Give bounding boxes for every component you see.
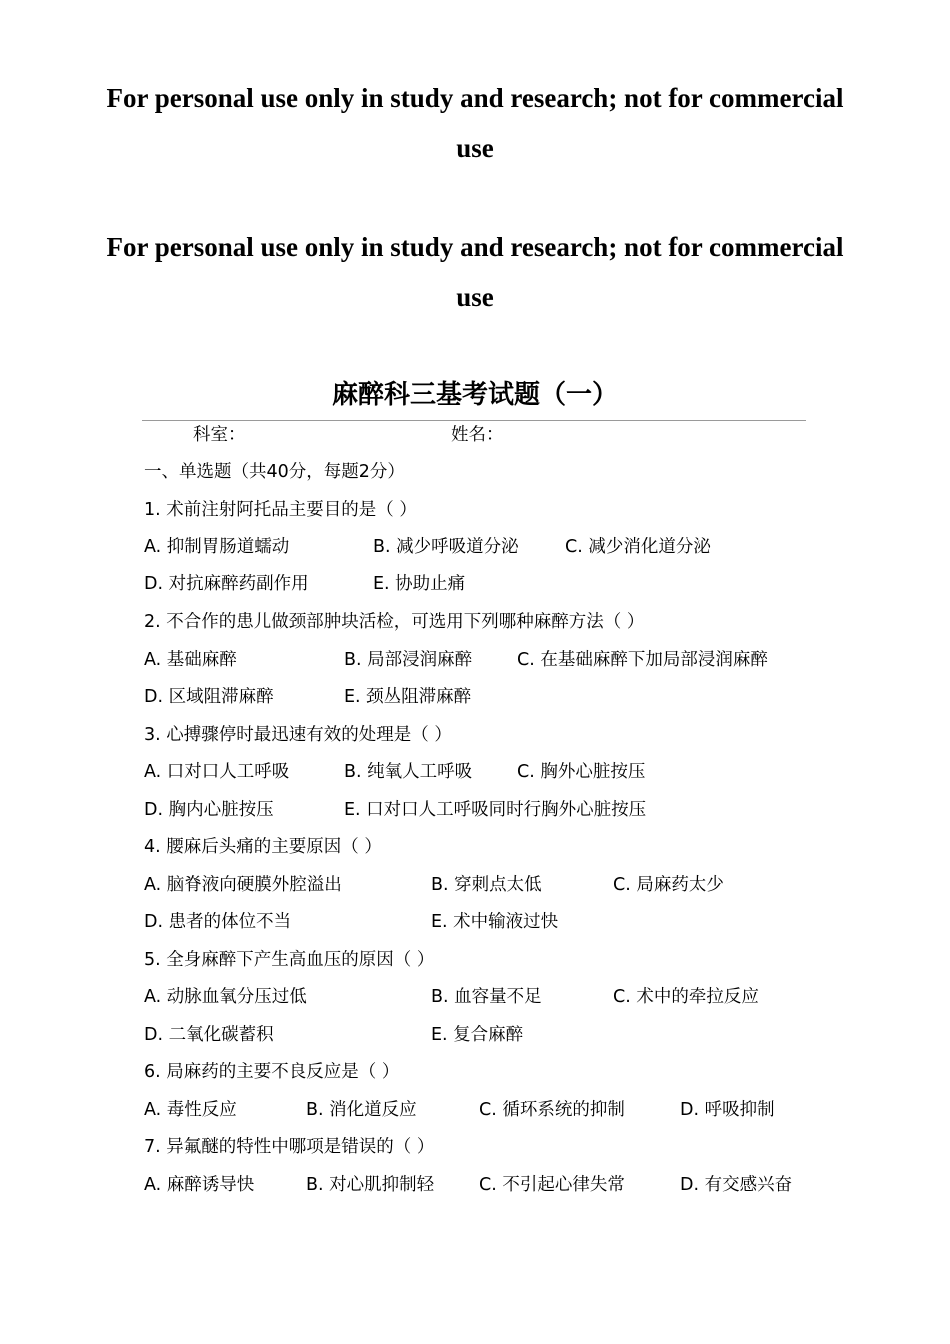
option-e: E. 复合麻醉 [431, 1025, 524, 1045]
question-stem: 6. 局麻药的主要不良反应是（ ） [144, 1062, 400, 1082]
question-stem: 3. 心搏骤停时最迅速有效的处理是（ ） [144, 725, 452, 745]
option-row [144, 569, 844, 599]
option-d: D. 对抗麻醉药副作用 [144, 574, 309, 594]
option-row [144, 682, 844, 712]
option-e: E. 术中输液过快 [431, 912, 559, 932]
question-stem: 4. 腰麻后头痛的主要原因（ ） [144, 837, 382, 857]
option-a: A. 抑制胃肠道蠕动 [144, 537, 290, 557]
option-row [144, 1170, 844, 1200]
option-a: A. 毒性反应 [144, 1100, 237, 1120]
option-c: C. 循环系统的抑制 [479, 1100, 625, 1120]
option-d: D. 胸内心脏按压 [144, 800, 274, 820]
department-label: 科室： [193, 425, 246, 445]
option-row [144, 795, 844, 825]
option-b: B. 消化道反应 [306, 1100, 417, 1120]
option-e: E. 颈丛阻滞麻醉 [344, 687, 472, 707]
document-title: 麻醉科三基考试题（一） [331, 380, 618, 410]
option-d: D. 呼吸抑制 [680, 1100, 775, 1120]
option-row [144, 1020, 844, 1050]
option-a: A. 麻醉诱导快 [144, 1175, 255, 1195]
option-c: C. 减少消化道分泌 [565, 537, 711, 557]
option-c: C. 不引起心律失常 [479, 1175, 625, 1195]
section-heading: 一、单选题（共40分，每题2分） [144, 462, 405, 482]
option-d: D. 二氧化碳蓄积 [144, 1025, 274, 1045]
option-row [144, 982, 844, 1012]
option-b: B. 局部浸润麻醉 [344, 650, 473, 670]
option-d: D. 有交感兴奋 [680, 1175, 793, 1195]
option-c: C. 在基础麻醉下加局部浸润麻醉 [517, 650, 768, 670]
question-stem: 1. 术前注射阿托品主要目的是（ ） [144, 500, 417, 520]
option-row [144, 907, 844, 937]
option-row [144, 870, 844, 900]
option-b: B. 减少呼吸道分泌 [373, 537, 519, 557]
option-a: A. 口对口人工呼吸 [144, 762, 290, 782]
option-e: E. 协助止痛 [373, 574, 466, 594]
question-stem: 7. 异氟醚的特性中哪项是错误的（ ） [144, 1137, 435, 1157]
option-row [144, 645, 844, 675]
option-e: E. 口对口人工呼吸同时行胸外心脏按压 [344, 800, 647, 820]
option-row [144, 532, 844, 562]
option-c: C. 胸外心脏按压 [517, 762, 646, 782]
copyright-notice: For personal use only in study and research; not for commercial use [106, 83, 844, 163]
option-row [144, 1095, 844, 1125]
option-b: B. 纯氧人工呼吸 [344, 762, 473, 782]
question-stem: 2. 不合作的患儿做颈部肿块活检，可选用下列哪种麻醉方法（ ） [144, 612, 645, 632]
option-a: A. 动脉血氧分压过低 [144, 987, 307, 1007]
option-b: B. 血容量不足 [431, 987, 542, 1007]
name-label: 姓名： [451, 425, 504, 445]
option-row [144, 757, 844, 787]
option-a: A. 基础麻醉 [144, 650, 237, 670]
option-a: A. 脑脊液向硬膜外腔溢出 [144, 875, 342, 895]
option-c: C. 局麻药太少 [613, 875, 724, 895]
option-c: C. 术中的牵拉反应 [613, 987, 759, 1007]
option-b: B. 对心肌抑制轻 [306, 1175, 435, 1195]
option-b: B. 穿刺点太低 [431, 875, 542, 895]
copyright-notice: For personal use only in study and research; not for commercial use [106, 232, 844, 312]
question-stem: 5. 全身麻醉下产生高血压的原因（ ） [144, 950, 435, 970]
option-d: D. 区域阻滞麻醉 [144, 687, 274, 707]
option-d: D. 患者的体位不当 [144, 912, 292, 932]
